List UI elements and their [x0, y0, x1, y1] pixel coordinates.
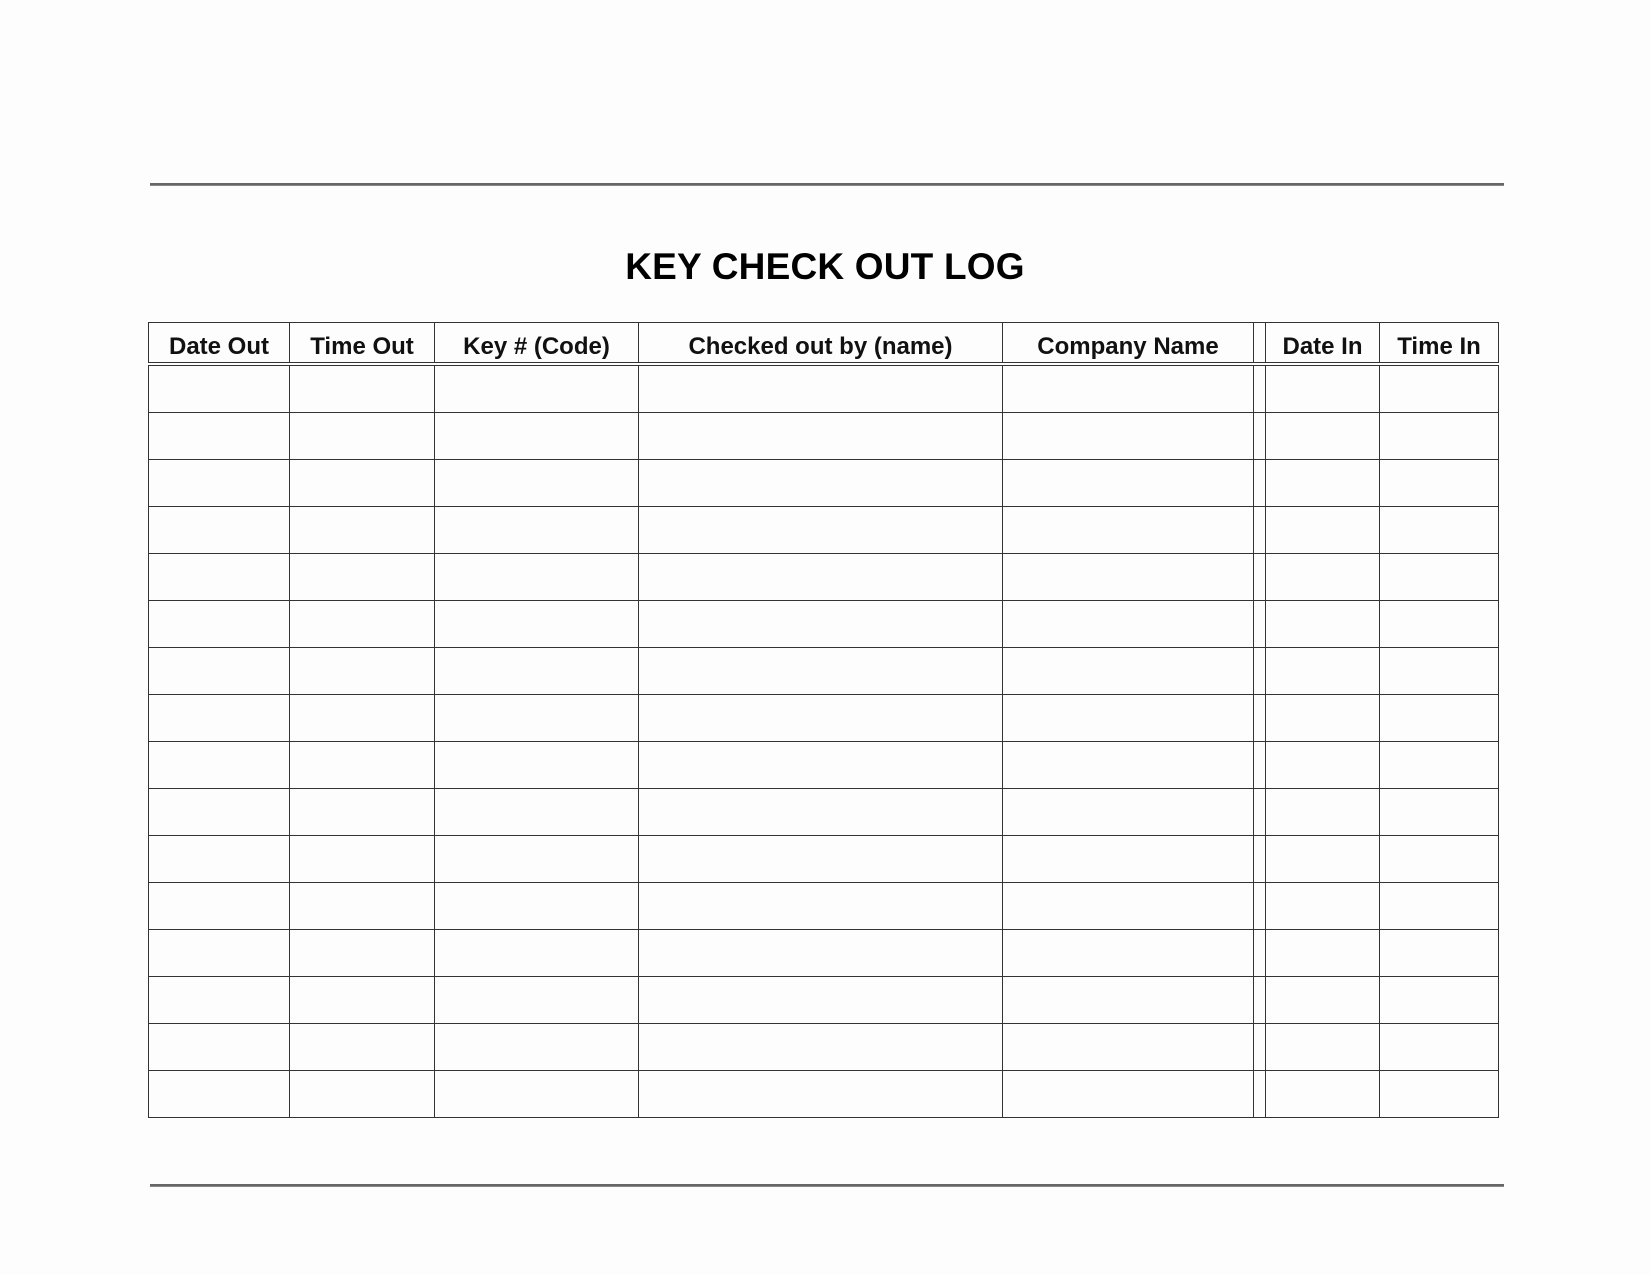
blank-cell-key-code: [435, 601, 639, 648]
blank-cell-date-out: [149, 507, 290, 554]
blank-cell-spacer: [1254, 507, 1266, 554]
blank-cell-checked-out-by: [639, 930, 1003, 977]
blank-cell-date-out: [149, 1024, 290, 1071]
blank-cell-company-name: [1003, 695, 1254, 742]
page-title: KEY CHECK OUT LOG: [625, 246, 1025, 287]
blank-cell-key-code: [435, 977, 639, 1024]
blank-cell-time-out: [290, 742, 435, 789]
blank-cell-time-out: [290, 883, 435, 930]
table-row: [149, 601, 1499, 648]
blank-cell-time-out: [290, 930, 435, 977]
blank-cell-key-code: [435, 742, 639, 789]
blank-cell-company-name: [1003, 836, 1254, 883]
table-row: [149, 364, 1499, 413]
table-row: [149, 930, 1499, 977]
blank-cell-date-in: [1266, 413, 1380, 460]
blank-cell-date-out: [149, 413, 290, 460]
blank-cell-key-code: [435, 554, 639, 601]
blank-cell-time-out: [290, 601, 435, 648]
blank-cell-company-name: [1003, 364, 1254, 413]
blank-cell-checked-out-by: [639, 883, 1003, 930]
blank-cell-key-code: [435, 507, 639, 554]
blank-cell-company-name: [1003, 507, 1254, 554]
blank-cell-date-in: [1266, 930, 1380, 977]
blank-cell-time-in: [1380, 648, 1499, 695]
blank-cell-company-name: [1003, 883, 1254, 930]
table-row: [149, 648, 1499, 695]
blank-cell-company-name: [1003, 742, 1254, 789]
table-row: [149, 460, 1499, 507]
blank-cell-time-in: [1380, 977, 1499, 1024]
blank-cell-company-name: [1003, 930, 1254, 977]
column-header-date-in: Date In: [1266, 323, 1380, 365]
blank-cell-date-in: [1266, 977, 1380, 1024]
blank-cell-company-name: [1003, 789, 1254, 836]
table-row: [149, 1071, 1499, 1118]
blank-cell-time-out: [290, 554, 435, 601]
blank-cell-time-in: [1380, 554, 1499, 601]
blank-cell-key-code: [435, 1071, 639, 1118]
blank-cell-checked-out-by: [639, 1024, 1003, 1071]
blank-cell-key-code: [435, 789, 639, 836]
blank-cell-time-out: [290, 977, 435, 1024]
table-row: [149, 883, 1499, 930]
blank-cell-date-in: [1266, 601, 1380, 648]
table-row: [149, 742, 1499, 789]
top-divider: [150, 183, 1504, 186]
blank-cell-time-in: [1380, 1024, 1499, 1071]
blank-cell-date-out: [149, 883, 290, 930]
blank-cell-time-out: [290, 413, 435, 460]
table-row: [149, 413, 1499, 460]
blank-cell-checked-out-by: [639, 554, 1003, 601]
column-header-company-name: Company Name: [1003, 323, 1254, 365]
column-header-date-out: Date Out: [149, 323, 290, 365]
blank-cell-time-out: [290, 460, 435, 507]
blank-cell-date-out: [149, 601, 290, 648]
blank-cell-checked-out-by: [639, 789, 1003, 836]
blank-cell-time-out: [290, 1071, 435, 1118]
blank-cell-date-in: [1266, 507, 1380, 554]
blank-cell-time-out: [290, 836, 435, 883]
blank-cell-time-out: [290, 695, 435, 742]
blank-cell-date-in: [1266, 648, 1380, 695]
table-header-row: [149, 323, 1499, 365]
blank-cell-date-in: [1266, 460, 1380, 507]
blank-cell-date-out: [149, 648, 290, 695]
blank-cell-spacer: [1254, 648, 1266, 695]
blank-cell-checked-out-by: [639, 1071, 1003, 1118]
blank-cell-date-in: [1266, 836, 1380, 883]
blank-cell-date-out: [149, 695, 290, 742]
blank-cell-spacer: [1254, 1071, 1266, 1118]
blank-cell-checked-out-by: [639, 507, 1003, 554]
table-row: [149, 554, 1499, 601]
blank-cell-spacer: [1254, 836, 1266, 883]
blank-cell-key-code: [435, 460, 639, 507]
blank-cell-date-in: [1266, 883, 1380, 930]
blank-cell-spacer: [1254, 1024, 1266, 1071]
blank-cell-date-out: [149, 554, 290, 601]
blank-cell-spacer: [1254, 977, 1266, 1024]
table-body: [149, 364, 1499, 1118]
blank-cell-spacer: [1254, 789, 1266, 836]
blank-cell-time-in: [1380, 742, 1499, 789]
key-log-table: [148, 322, 1499, 1118]
blank-cell-time-in: [1380, 364, 1499, 413]
blank-cell-time-in: [1380, 836, 1499, 883]
blank-cell-spacer: [1254, 601, 1266, 648]
blank-cell-date-out: [149, 836, 290, 883]
blank-cell-company-name: [1003, 977, 1254, 1024]
blank-cell-key-code: [435, 883, 639, 930]
table-row: [149, 1024, 1499, 1071]
table-row: [149, 977, 1499, 1024]
column-header-spacer: [1254, 323, 1266, 365]
blank-cell-spacer: [1254, 364, 1266, 413]
blank-cell-date-out: [149, 364, 290, 413]
blank-cell-date-out: [149, 930, 290, 977]
blank-cell-date-in: [1266, 742, 1380, 789]
bottom-divider: [150, 1184, 1504, 1187]
blank-cell-time-in: [1380, 460, 1499, 507]
blank-cell-time-in: [1380, 413, 1499, 460]
blank-cell-time-in: [1380, 930, 1499, 977]
blank-cell-checked-out-by: [639, 601, 1003, 648]
blank-cell-checked-out-by: [639, 460, 1003, 507]
blank-cell-date-in: [1266, 789, 1380, 836]
blank-cell-key-code: [435, 836, 639, 883]
column-header-time-in: Time In: [1380, 323, 1499, 365]
blank-cell-key-code: [435, 930, 639, 977]
blank-cell-key-code: [435, 648, 639, 695]
blank-cell-spacer: [1254, 413, 1266, 460]
blank-cell-time-out: [290, 364, 435, 413]
blank-cell-key-code: [435, 364, 639, 413]
blank-cell-company-name: [1003, 1071, 1254, 1118]
blank-cell-checked-out-by: [639, 695, 1003, 742]
blank-cell-company-name: [1003, 1024, 1254, 1071]
blank-cell-time-in: [1380, 601, 1499, 648]
table-row: [149, 507, 1499, 554]
blank-cell-date-in: [1266, 554, 1380, 601]
table-row: [149, 836, 1499, 883]
blank-cell-spacer: [1254, 554, 1266, 601]
column-header-checked-out-by: Checked out by (name): [639, 323, 1003, 365]
blank-cell-company-name: [1003, 601, 1254, 648]
blank-cell-company-name: [1003, 413, 1254, 460]
blank-cell-time-in: [1380, 507, 1499, 554]
blank-cell-checked-out-by: [639, 977, 1003, 1024]
blank-cell-date-out: [149, 789, 290, 836]
blank-cell-company-name: [1003, 460, 1254, 507]
blank-cell-time-out: [290, 1024, 435, 1071]
blank-cell-checked-out-by: [639, 364, 1003, 413]
blank-cell-date-out: [149, 460, 290, 507]
blank-cell-spacer: [1254, 460, 1266, 507]
blank-cell-spacer: [1254, 742, 1266, 789]
blank-cell-company-name: [1003, 648, 1254, 695]
blank-cell-date-in: [1266, 1024, 1380, 1071]
blank-cell-checked-out-by: [639, 742, 1003, 789]
blank-cell-time-in: [1380, 1071, 1499, 1118]
column-header-time-out: Time Out: [290, 323, 435, 365]
blank-cell-spacer: [1254, 883, 1266, 930]
blank-cell-time-out: [290, 507, 435, 554]
column-header-key-code: Key # (Code): [435, 323, 639, 365]
blank-cell-checked-out-by: [639, 413, 1003, 460]
blank-cell-time-out: [290, 789, 435, 836]
blank-cell-checked-out-by: [639, 836, 1003, 883]
blank-cell-company-name: [1003, 554, 1254, 601]
blank-cell-date-out: [149, 1071, 290, 1118]
blank-cell-time-in: [1380, 695, 1499, 742]
blank-cell-time-in: [1380, 883, 1499, 930]
table-row: [149, 695, 1499, 742]
blank-cell-key-code: [435, 695, 639, 742]
blank-cell-date-out: [149, 742, 290, 789]
blank-cell-key-code: [435, 413, 639, 460]
blank-cell-time-out: [290, 648, 435, 695]
blank-cell-date-in: [1266, 364, 1380, 413]
table-row: [149, 789, 1499, 836]
blank-cell-checked-out-by: [639, 648, 1003, 695]
blank-cell-date-in: [1266, 1071, 1380, 1118]
blank-cell-date-in: [1266, 695, 1380, 742]
blank-cell-spacer: [1254, 695, 1266, 742]
blank-cell-time-in: [1380, 789, 1499, 836]
blank-cell-date-out: [149, 977, 290, 1024]
blank-cell-spacer: [1254, 930, 1266, 977]
blank-cell-key-code: [435, 1024, 639, 1071]
